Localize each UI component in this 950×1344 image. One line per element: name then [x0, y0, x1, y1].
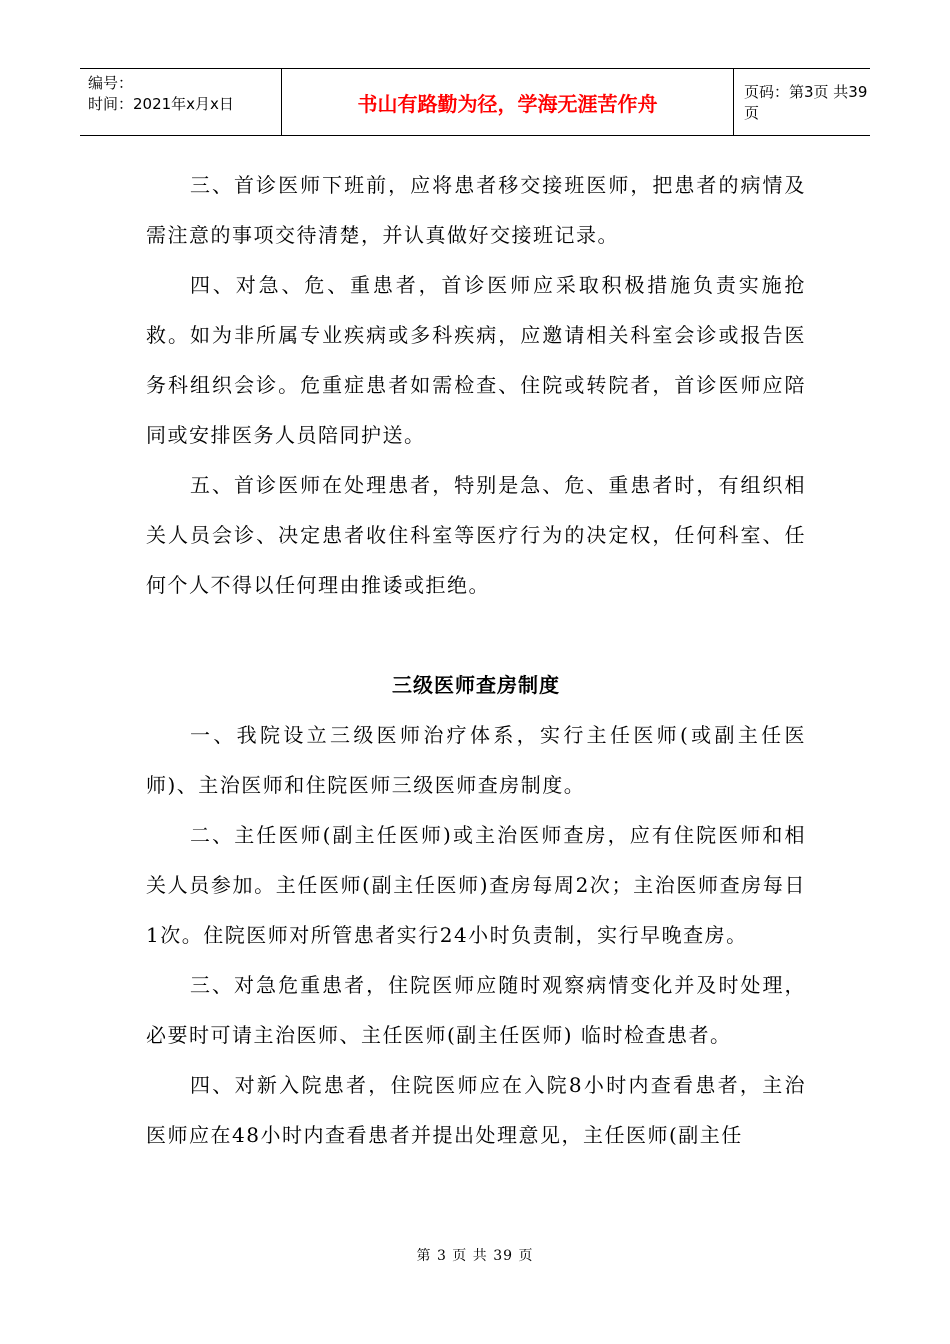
page-header [80, 68, 870, 136]
header-page-info: 页码：第3页 共39页 [744, 83, 868, 122]
paragraph: 三、首诊医师下班前，应将患者移交接班医师，把患者的病情及需注意的事项交待清楚，并认真做好交接班记录。 [146, 173, 806, 247]
paragraph: 三、对急危重患者，住院医师应随时观察病情变化并及时处理，必要时可请主治医师、主任医师(副主任医师) 临时检查患者。 [146, 973, 806, 1047]
page-footer: 第 3 页 共 39 页 [416, 1248, 534, 1264]
header-motto: 书山有路勤为径，学海无涯苦作舟 [282, 69, 734, 135]
paragraph: 一、我院设立三级医师治疗体系，实行主任医师(或副主任医师)、主治医师和住院医师三级医师查房制度。 [146, 723, 806, 797]
paragraph: 四、对新入院患者，住院医师应在入院8小时内查看患者，主治医师应在48小时内查看患者并提出处理意见，主任医师(副主任 [146, 1073, 806, 1147]
document-number-label: 编号： [88, 74, 134, 92]
header-meta [80, 69, 282, 135]
paragraph: 五、首诊医师在处理患者，特别是急、危、重患者时，有组织相关人员会诊、决定患者收住科室等医疗行为的决定权，任何科室、任何个人不得以任何理由推诿或拒绝。 [146, 473, 806, 597]
document-date: 时间：2021年x月x日 [88, 95, 234, 113]
section-title: 三级医师查房制度 [392, 673, 560, 697]
section-spacer [146, 610, 806, 660]
paragraph: 二、主任医师(副主任医师)或主治医师查房，应有住院医师和相关人员参加。主任医师(副主任医师)查房每周2次；主治医师查房每日1次。住院医师对所管患者实行24小时负责制，实行早晚查房。 [146, 823, 806, 947]
paragraph: 四、对急、危、重患者，首诊医师应采取积极措施负责实施抢救。如为非所属专业疾病或多科疾病，应邀请相关科室会诊或报告医务科组织会诊。危重症患者如需检查、住院或转院者，首诊医师应陪同或安排医务人员陪同护送。 [146, 273, 806, 447]
document-body [146, 160, 806, 1160]
